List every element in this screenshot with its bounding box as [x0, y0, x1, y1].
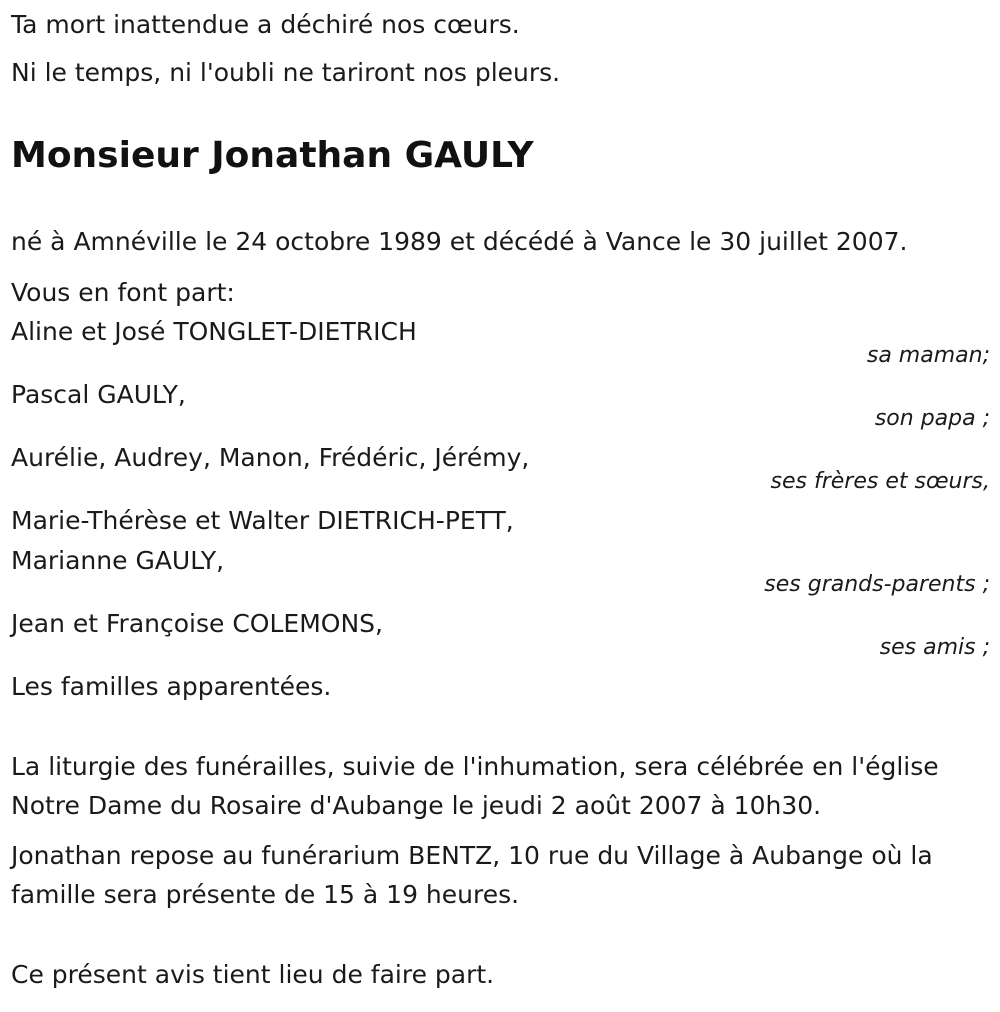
visitation-line-1: Jonathan repose au funérarium BENTZ, 10 rue du Village à Aubange où la	[11, 841, 933, 870]
siblings-names: Aurélie, Audrey, Manon, Frédéric, Jérémy,	[11, 443, 530, 472]
siblings-relation: ses frères et sœurs,	[770, 469, 990, 494]
friends-relation: ses amis ;	[879, 635, 990, 660]
visitation-line-2: famille sera présente de 15 à 19 heures.	[11, 880, 520, 909]
deceased-name: Monsieur Jonathan GAULY	[11, 135, 534, 176]
grandparents-relation: ses grands-parents ;	[764, 572, 990, 597]
ceremony-line-1: La liturgie des funérailles, suivie de l'inhumation, sera célébrée en l'église	[11, 752, 939, 781]
epitaph-line-1: Ta mort inattendue a déchiré nos cœurs.	[11, 10, 520, 39]
friends-names: Jean et Françoise COLEMONS,	[11, 609, 383, 638]
relatives-line: Les familles apparentées.	[11, 672, 332, 701]
closing-line: Ce présent avis tient lieu de faire part.	[11, 960, 495, 989]
father-names: Pascal GAULY,	[11, 380, 186, 409]
grandparents-names-2: Marianne GAULY,	[11, 546, 225, 575]
grandparents-names-1: Marie-Thérèse et Walter DIETRICH-PETT,	[11, 506, 514, 535]
mother-names: Aline et José TONGLET-DIETRICH	[11, 317, 417, 346]
mother-relation: sa maman;	[866, 343, 990, 368]
epitaph-line-2: Ni le temps, ni l'oubli ne tariront nos pleurs.	[11, 58, 561, 87]
birth-death-line: né à Amnéville le 24 octobre 1989 et décédé à Vance le 30 juillet 2007.	[11, 227, 908, 256]
ceremony-line-2: Notre Dame du Rosaire d'Aubange le jeudi 2 août 2007 à 10h30.	[11, 791, 822, 820]
announcement-intro: Vous en font part:	[11, 278, 235, 307]
father-relation: son papa ;	[874, 406, 990, 431]
